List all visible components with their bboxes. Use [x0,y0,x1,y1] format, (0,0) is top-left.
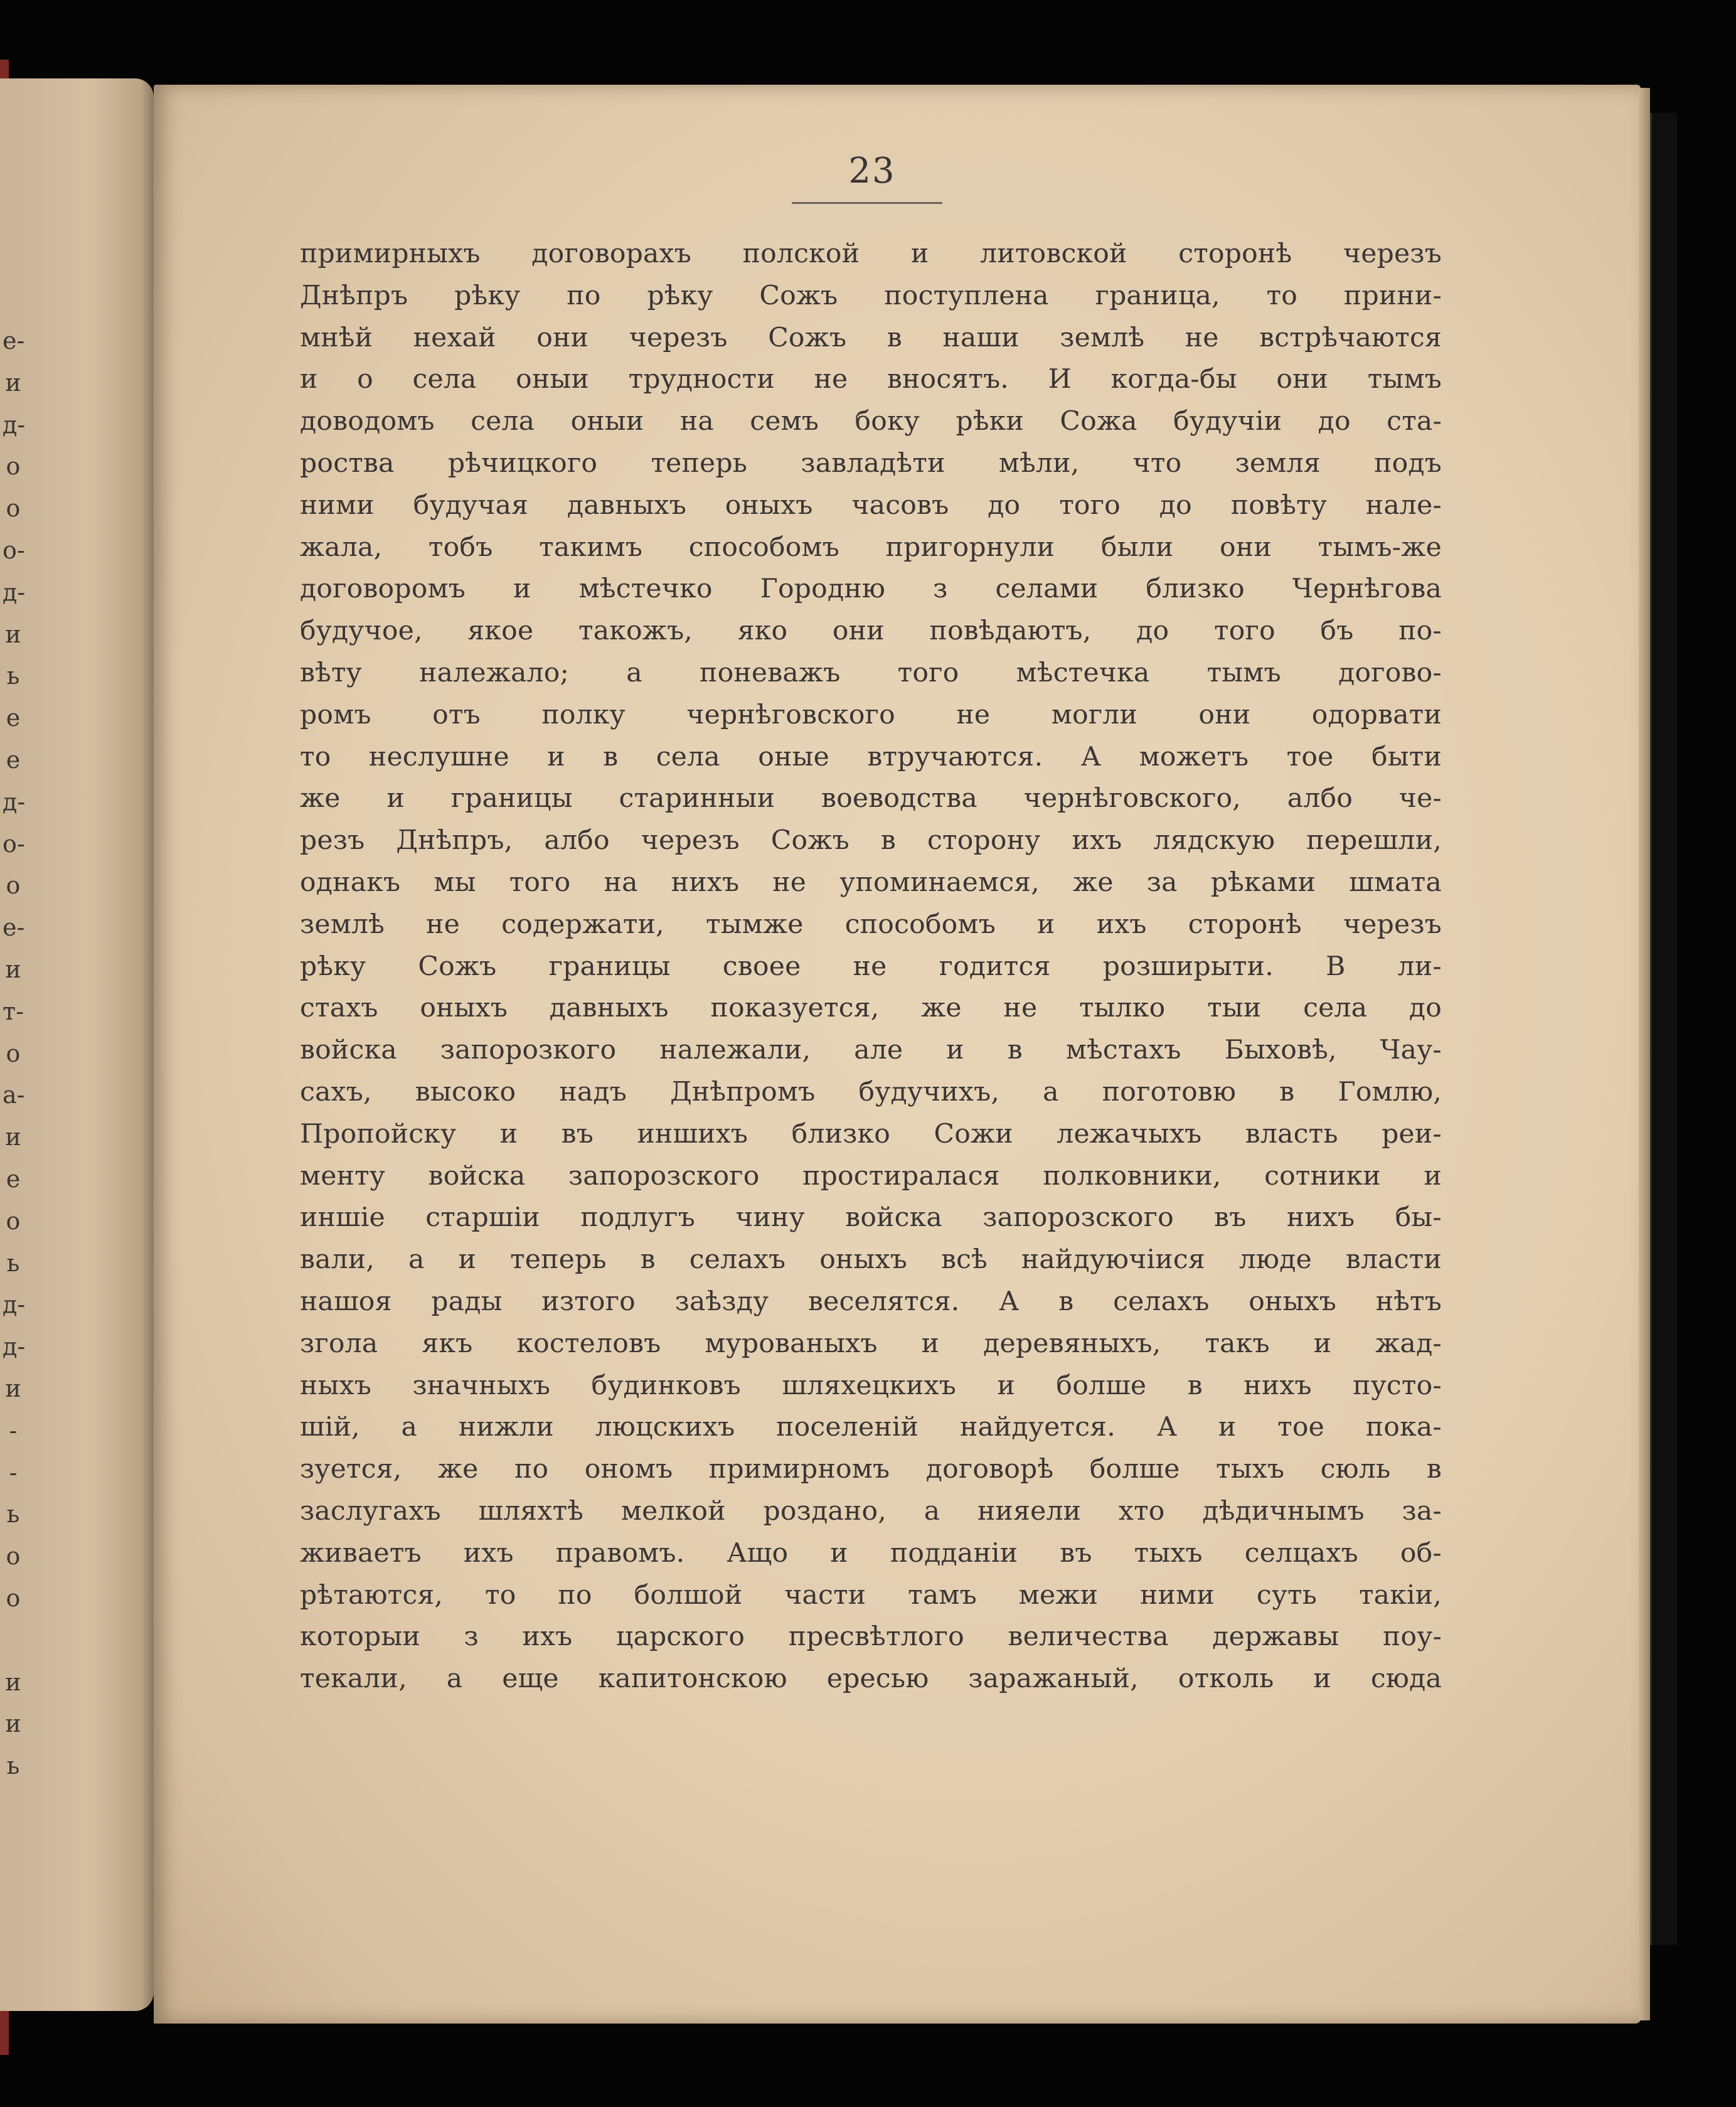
previous-page-fragment: т- [3,997,24,1025]
text-line: жала, тобъ такимъ способомъ пригорнули были они тымъ-же [300,531,1442,563]
text-line: примирныхъ договорахъ полской и литовской сторонѣ черезъ [300,238,1442,269]
text-line: заслугахъ шляхтѣ мелкой роздано, а нияели хто дѣдичнымъ за- [300,1495,1442,1527]
previous-page-fragment: а- [3,1081,25,1109]
previous-page-fragment: ь [6,1752,20,1780]
previous-page-fragment: д- [3,1333,26,1361]
text-line: вали, а и теперь в селахъ оныхъ всѣ найдуючіися люде власти [300,1244,1442,1276]
previous-page-edge [0,78,154,2011]
previous-page-fragment: о [6,872,21,900]
previous-page-fragment: е [6,745,21,774]
previous-page-fragment: - [9,1416,18,1444]
previous-page-fragment: д- [3,787,26,816]
page-number: 23 [848,151,896,191]
text-line: резъ Днѣпръ, албо черезъ Сожъ в сторону ихъ лядскую перешли, [300,825,1442,856]
previous-page-fragment: д- [3,1291,26,1319]
previous-page-fragment: и [5,955,21,983]
previous-page-fragment: и [5,368,21,397]
text-line: нашоя рады изтого заѣзду веселятся. А в селахъ оныхъ нѣтъ [300,1286,1442,1317]
text-line: договоромъ и мѣстечко Городню з селами близко Чернѣгова [300,573,1442,605]
previous-page-fragment: е [6,1165,21,1193]
text-line: роства рѣчицкого теперь завладѣти мѣли, что земля подъ [300,447,1442,479]
previous-page-fragment: о- [3,829,25,858]
text-line: стахъ оныхъ давныхъ показуется, же не тылко тыи села до [300,993,1442,1024]
previous-page-fragment: и [5,1374,21,1402]
previous-page-fragment: е [6,704,21,732]
previous-page-text-fragments [3,320,24,1787]
text-line: ромъ отъ полку чернѣговского не могли они одорвати [300,699,1442,730]
previous-page-fragment: ь [6,1500,20,1528]
text-line: рѣку Сожъ границы своее не годится розширыти. В ли- [300,951,1442,982]
text-line: будучое, якое такожъ, яко они повѣдаютъ, до того бъ по- [300,616,1442,647]
previous-page-fragment: д- [3,578,26,606]
previous-page-fragment: и [5,1710,21,1738]
text-line: и о села оныи трудности не вносятъ. И когда-бы они тымъ [300,364,1442,395]
previous-page-fragment: о [6,1542,21,1571]
previous-page-fragment [3,1619,24,1662]
page-number-rule [792,202,942,204]
text-line: мнѣй нехай они черезъ Сожъ в наши землѣ не встрѣчаются [300,322,1442,353]
page-stack-edge [1639,88,1650,2020]
text-line: ныхъ значныхъ будинковъ шляхецкихъ и болше в нихъ пусто- [300,1370,1442,1401]
text-line: згола якъ костеловъ мурованыхъ и деревяныхъ, такъ и жад- [300,1328,1442,1359]
previous-page-fragment: о [6,452,21,481]
text-line: Пропойску и въ иншихъ близко Сожи лежачыхъ власть реи- [300,1118,1442,1150]
text-line: Днѣпръ рѣку по рѣку Сожъ поступлена граница, то прини- [300,280,1442,311]
previous-page-fragment: е- [3,327,25,355]
previous-page-fragment: ь [6,662,20,690]
previous-page-fragment: д- [3,410,26,439]
previous-page-fragment: и [5,620,21,648]
previous-page-fragment: о [6,1207,21,1235]
text-line: которыи з ихъ царского пресвѣтлого величества державы поу- [300,1621,1442,1653]
text-line: доводомъ села оныи на семъ боку рѣки Сожа будучіи до ста- [300,406,1442,437]
previous-page-fragment: ь [6,1249,20,1277]
text-line: текали, а еще капитонскою ересью заражаный, отколь и сюда [300,1663,1442,1695]
previous-page-fragment: и [5,1668,21,1696]
text-line: сахъ, высоко надъ Днѣпромъ будучихъ, а поготовю в Гомлю, [300,1076,1442,1107]
previous-page-fragment: е- [3,914,25,942]
text-line: зуется, же по ономъ примирномъ договорѣ болше тыхъ сюль в [300,1454,1442,1485]
previous-page-fragment: о [6,494,21,523]
text-line: однакъ мы того на нихъ не упоминаемся, же за рѣками шмата [300,867,1442,898]
text-line: иншіе старшіи подлугъ чину войска запорозского въ нихъ бы- [300,1202,1442,1234]
book-cover-edge [1650,113,1677,1945]
page-text [300,233,1442,1700]
previous-page-fragment: и [5,1123,21,1151]
previous-page-fragment: о [6,1584,21,1612]
previous-page-fragment: о- [3,536,25,564]
text-line: ними будучая давныхъ оныхъ часовъ до того до повѣту нале- [300,489,1442,521]
previous-page-fragment: о [6,1039,21,1067]
text-line: войска запорозкого належали, але и в мѣстахъ Быховѣ, Чау- [300,1035,1442,1066]
text-line: то неслушне и в села оные втручаются. А можетъ тое быти [300,741,1442,772]
text-line: менту войска запорозского простиралася полковники, сотники и [300,1160,1442,1192]
text-line: вѣту належало; а поневажъ того мѣстечка тымъ догово- [300,657,1442,688]
previous-page-fragment: - [9,1458,18,1486]
text-line: землѣ не содержати, тымже способомъ и ихъ сторонѣ черезъ [300,909,1442,940]
text-line: же и границы старинныи воеводства чернѣговского, албо че- [300,783,1442,814]
text-line: рѣтаются, то по болшой части тамъ межи ними суть такіи, [300,1579,1442,1611]
text-line: живаетъ ихъ правомъ. Ащо и подданіи въ тыхъ селцахъ об- [300,1537,1442,1569]
text-line: шій, а нижли люцскихъ поселеній найдуется. А и тое пока- [300,1412,1442,1443]
